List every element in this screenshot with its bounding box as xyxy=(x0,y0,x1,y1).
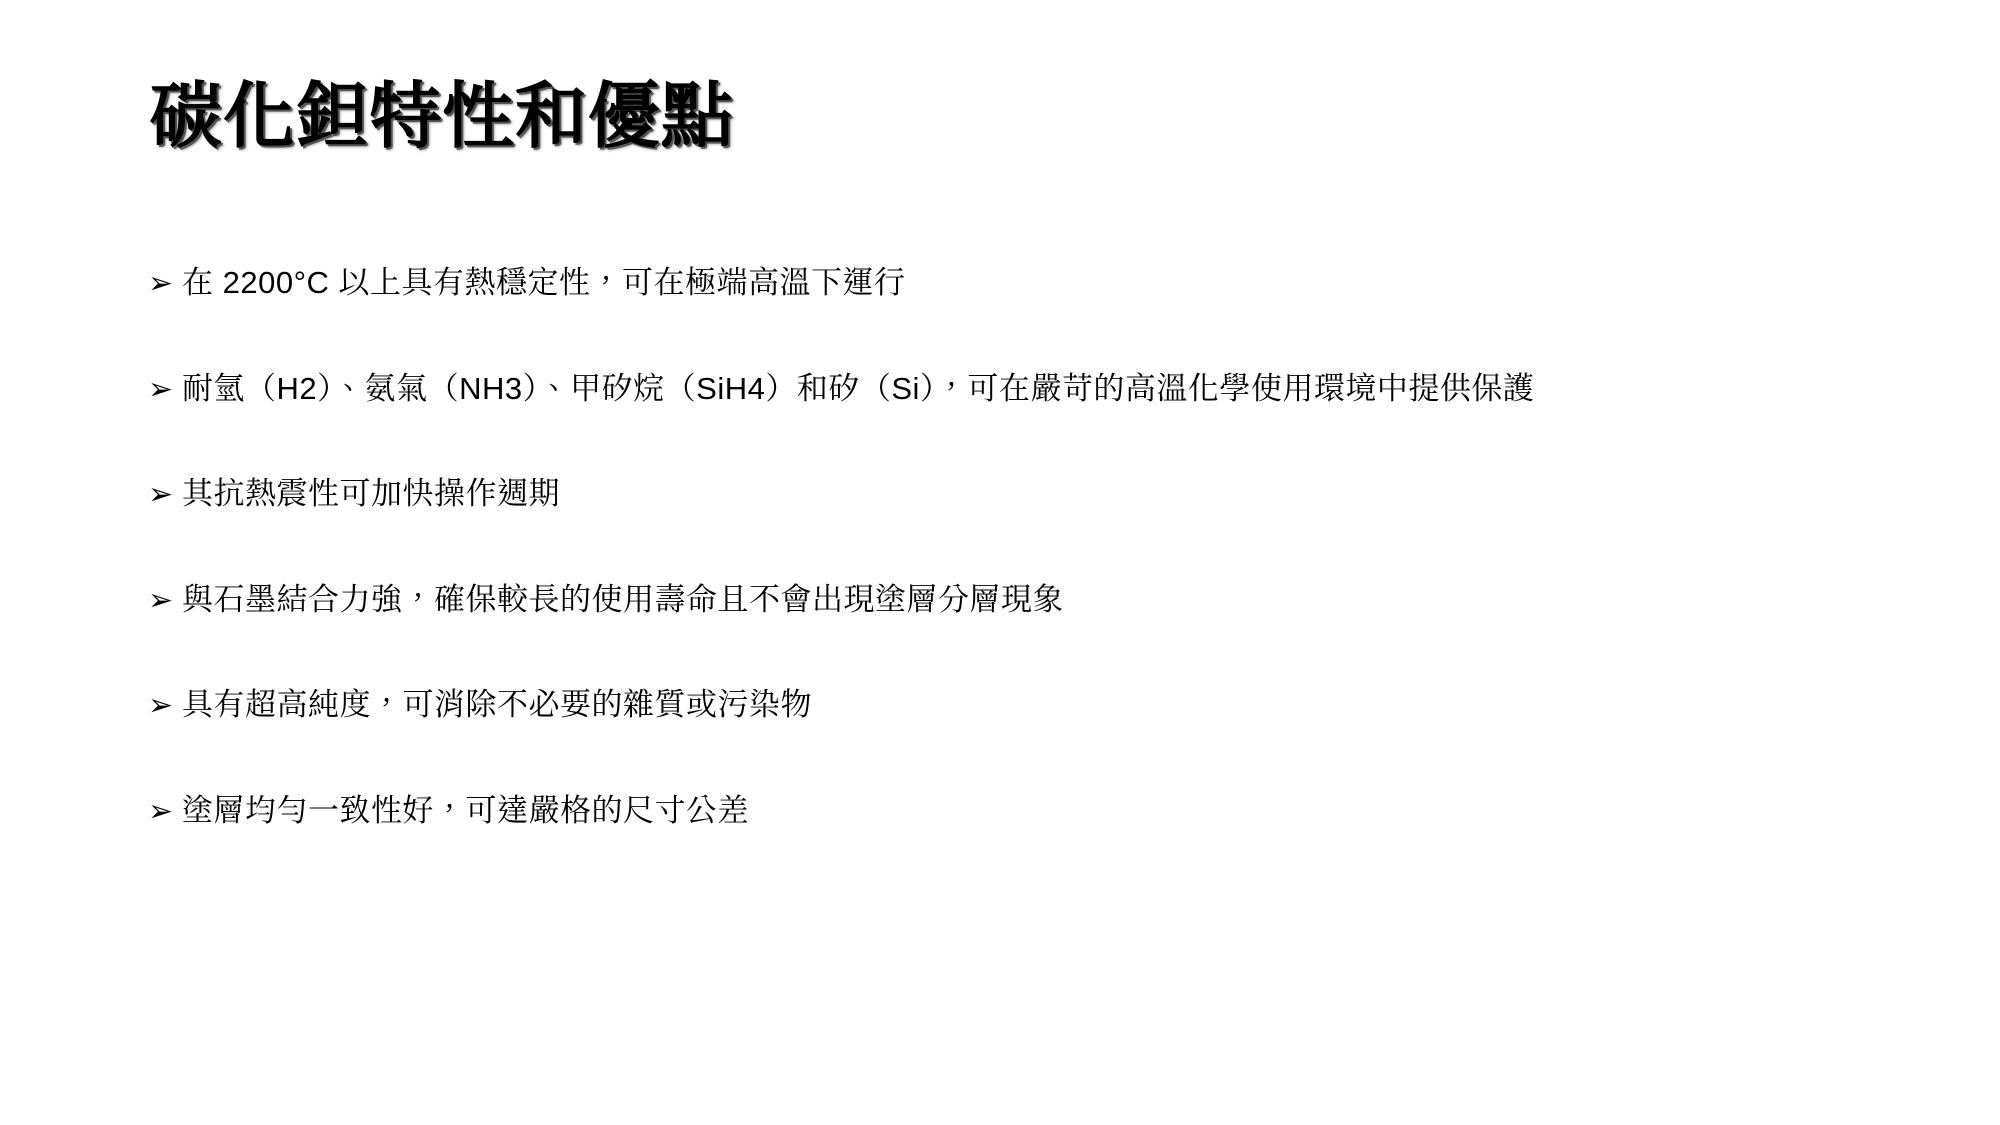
list-item-text: 其抗熱震性可加快操作週期 xyxy=(182,476,560,511)
list-item-text: 與石墨結合力強，確保較長的使用壽命且不會出現塗層分層現象 xyxy=(182,581,1064,617)
arrow-bullet-icon: ➢ xyxy=(148,793,174,829)
arrow-bullet-icon: ➢ xyxy=(148,266,174,301)
list-item-text: 耐氫（H2）、氨氣（NH3）、甲矽烷（SiH4）和矽（Si），可在嚴苛的高溫化學使用環境中提供保護 xyxy=(182,370,1535,406)
list-item xyxy=(148,579,1940,623)
list-item xyxy=(148,684,1940,728)
page-title: 碳化鉭特性和優點 xyxy=(150,77,735,157)
list-item xyxy=(148,262,1940,306)
arrow-bullet-icon: ➢ xyxy=(148,582,174,618)
arrow-bullet-icon: ➢ xyxy=(148,688,174,723)
list-item-text: 塗層均勻一致性好，可達嚴格的尺寸公差 xyxy=(182,792,749,828)
list-item-text: 具有超高純度，可消除不必要的雜質或污染物 xyxy=(182,687,812,722)
arrow-bullet-icon: ➢ xyxy=(148,477,174,512)
list-item xyxy=(148,790,1940,834)
bullet-list xyxy=(148,262,1940,833)
list-item xyxy=(148,473,1940,517)
list-item-text: 在 2200°C 以上具有熱穩定性，可在極端高溫下運行 xyxy=(182,265,906,300)
arrow-bullet-icon: ➢ xyxy=(148,371,174,407)
list-item xyxy=(148,368,1940,412)
